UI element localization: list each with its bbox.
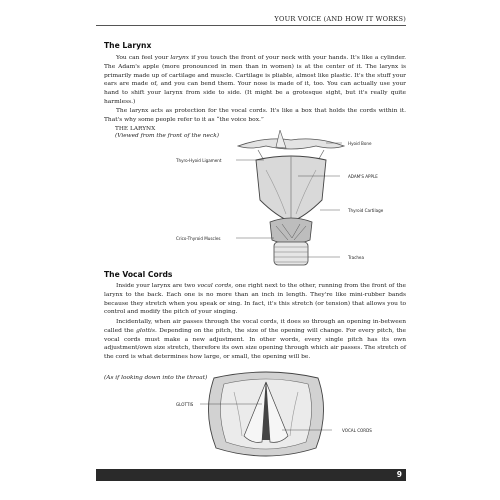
larynx-paragraph-1 bbox=[104, 54, 406, 107]
label-cricothyroid-muscles: Crico-Thyroid Muscles bbox=[176, 236, 221, 241]
label-thyrohyoid-ligament: Thyro-Hyoid Ligament bbox=[176, 158, 222, 163]
cricothyroid-muscles-shape bbox=[270, 218, 312, 244]
trachea-shape bbox=[274, 242, 308, 265]
label-vocal-cords: VOCAL CORDS bbox=[342, 428, 372, 433]
hyoid-bone-shape bbox=[238, 139, 344, 149]
label-hyoid-bone: Hyoid Bone bbox=[348, 141, 372, 146]
header-rule bbox=[96, 25, 406, 26]
page-number: 9 bbox=[396, 470, 402, 479]
vocal-paragraph-1 bbox=[104, 282, 406, 317]
label-adams-apple: ADAM'S APPLE bbox=[348, 174, 378, 179]
running-head: YOUR VOICE (AND HOW IT WORKS) bbox=[274, 15, 406, 23]
footer-bar bbox=[96, 469, 406, 481]
text-run: if you touch the front of your neck with your hands. It's like a cylinder. The Adam's apple (more pronounced in men than in women) is at the center of it. The larynx is primarily made up of cartilage and muscle. Cartilage is pliable, almost like plastic. It's the stuff your ears are made of, and you can bend them. Your nose is made of it, too. You can actually use your hand to shift your larynx from side to side. (It might be a grotesque sight, but it's really quite harmless.) bbox=[104, 55, 406, 105]
larynx-heading: The Larynx bbox=[104, 41, 152, 50]
figure-title: THE LARYNX bbox=[115, 126, 156, 132]
larynx-figure-caption bbox=[115, 126, 219, 141]
label-glottis: GLOTTIS bbox=[176, 402, 194, 407]
label-thyroid-cartilage: Thyroid Cartilage bbox=[348, 208, 384, 213]
vocal-cords-heading: The Vocal Cords bbox=[104, 270, 173, 279]
text-run: , one right next to the other, running from the front of the larynx to the back. Each one is no more than an inch in length. They're like mini-rubber bands because they stretch when you speak or sing. In fact, it's this stretch (or tension) that allows you to control and modify the pitch of your singing. bbox=[104, 283, 407, 316]
text-run-italic: vocal cords bbox=[197, 283, 232, 289]
vocal-paragraph-2 bbox=[104, 318, 406, 362]
text-run: . Depending on the pitch, the size of the opening will change. For every pitch, the vocal cords must make a new adjustment. In other words, every single pitch has its own adjustment/own size stretch, therefore its own size opening through which air passes. The stretch of the cord is what determines how large, or small, the opening will be. bbox=[104, 327, 407, 361]
figure-subtitle: (Viewed from the front of the neck) bbox=[115, 133, 219, 140]
text-run-italic: larynx bbox=[170, 55, 190, 61]
text-run: You can feel your bbox=[116, 55, 171, 61]
larynx-illustration bbox=[236, 130, 346, 266]
text-run: Inside your larynx are two bbox=[116, 283, 198, 289]
text-run-italic: glottis bbox=[136, 327, 155, 334]
vocal-cords-illustration bbox=[200, 366, 332, 464]
vocal-cords-figure-caption: (As if looking down into the throat) bbox=[104, 375, 208, 381]
larynx-paragraph-2: The larynx acts as protection for the vocal cords. It's like a box that holds the cords within it. That's why some people refer to it as “the voice box.” bbox=[104, 108, 406, 123]
label-trachea: Trachea bbox=[348, 255, 364, 260]
text-run: Incidentally, when air passes through the vocal cords, it does so through an opening in-between called the bbox=[104, 319, 406, 334]
